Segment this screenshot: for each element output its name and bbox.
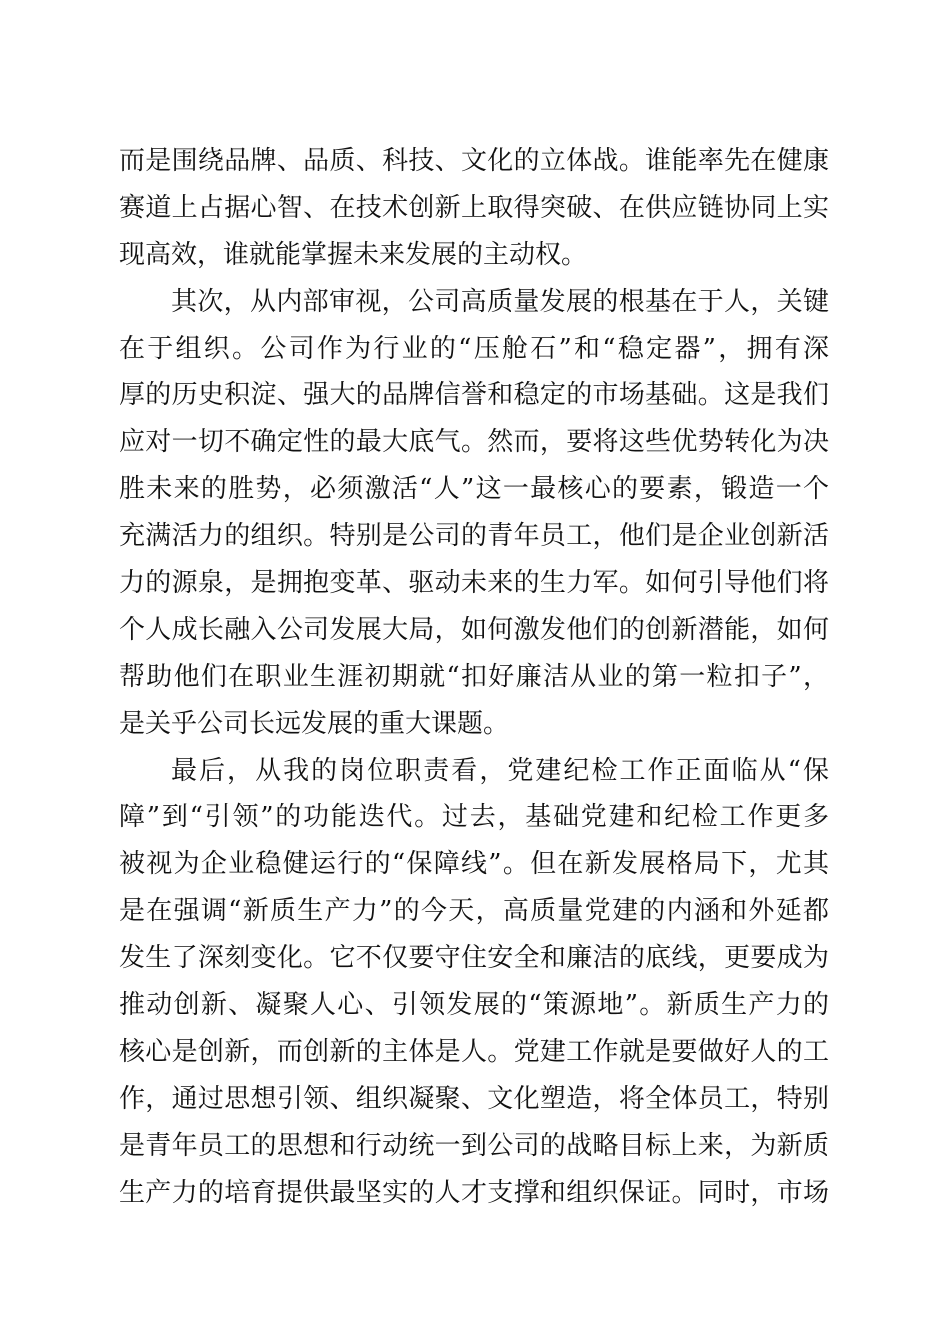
- text-line-9: 充满活力的组织。特别是公司的青年员工，他们是企业创新活: [119, 521, 829, 552]
- body-text: [119, 138, 829, 1216]
- text-line-18: 发生了深刻变化。它不仅要守住安全和廉洁的底线，更要成为: [119, 943, 829, 974]
- text-line-5: 在于组织。公司作为行业的“压舱石”和“稳定器”，拥有深: [119, 333, 829, 364]
- text-line-21: 作，通过思想引领、组织凝聚、文化塑造，将全体员工，特别: [119, 1083, 829, 1114]
- text-line-1: 而是围绕品牌、品质、科技、文化的立体战。谁能率先在健康: [119, 146, 829, 176]
- text-line-23: 生产力的培育提供最坚实的人才支撑和组织保证。同时，市场: [119, 1177, 829, 1208]
- text-line-17: 是在强调“新质生产力”的今天，高质量党建的内涵和外延都: [119, 896, 829, 927]
- text-line-20: 核心是创新，而创新的主体是人。党建工作就是要做好人的工: [119, 1036, 829, 1067]
- text-line-4: 其次，从内部审视，公司高质量发展的根基在于人，关键: [171, 286, 829, 317]
- text-line-22: 是青年员工的思想和行动统一到公司的战略目标上来，为新质: [119, 1130, 829, 1161]
- text-line-13: 是关乎公司长远发展的重大课题。: [119, 708, 510, 739]
- text-line-15: 障”到“引领”的功能迭代。过去，基础党建和纪检工作更多: [119, 802, 829, 833]
- text-line-8: 胜未来的胜势，必须激活“人”这一最核心的要素，锻造一个: [119, 474, 829, 505]
- text-line-10: 力的源泉，是拥抱变革、驱动未来的生力军。如何引导他们将: [119, 568, 829, 599]
- text-line-19: 推动创新、凝聚人心、引领发展的“策源地”。新质生产力的: [119, 990, 829, 1021]
- text-line-14: 最后，从我的岗位职责看，党建纪检工作正面临从“保: [171, 755, 829, 786]
- text-line-6: 厚的历史积淀、强大的品牌信誉和稳定的市场基础。这是我们: [119, 380, 829, 411]
- text-line-12: 帮助他们在职业生涯初期就“扣好廉洁从业的第一粒扣子”，: [119, 661, 829, 692]
- text-line-16: 被视为企业稳健运行的“保障线”。但在新发展格局下，尤其: [119, 849, 829, 880]
- text-line-3: 现高效，谁就能掌握未来发展的主动权。: [119, 239, 588, 270]
- text-line-11: 个人成长融入公司发展大局，如何激发他们的创新潜能，如何: [119, 614, 829, 645]
- text-line-2: 赛道上占据心智、在技术创新上取得突破、在供应链协同上实: [119, 192, 829, 223]
- text-line-7: 应对一切不确定性的最大底气。然而，要将这些优势转化为决: [119, 427, 829, 458]
